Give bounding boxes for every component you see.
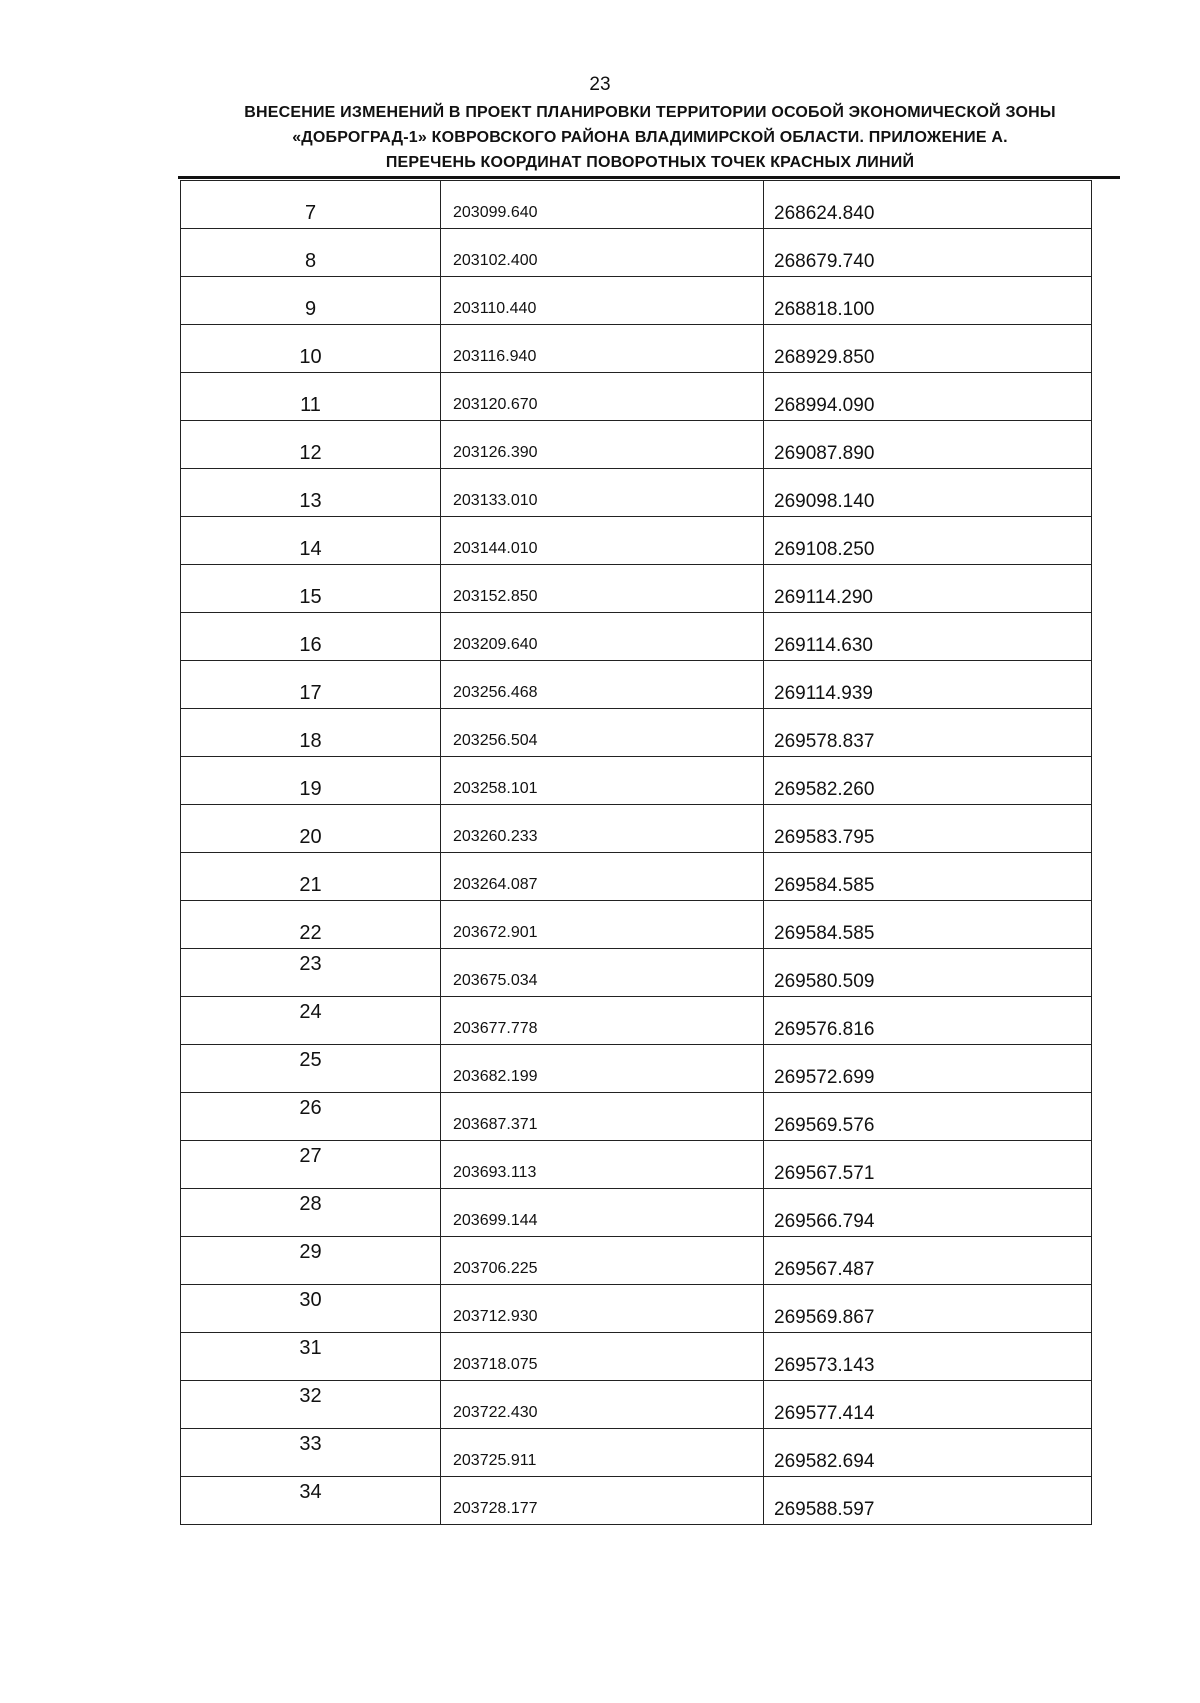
y-coordinate-cell <box>764 469 1092 517</box>
point-number-cell <box>181 1429 441 1477</box>
x-coordinate: 203110.440 <box>453 300 537 317</box>
y-coordinate: 269580.509 <box>774 971 875 992</box>
table-row <box>181 1285 1092 1333</box>
y-coordinate: 269584.585 <box>774 923 875 944</box>
point-number: 24 <box>299 1001 322 1023</box>
x-coordinate-cell <box>441 1381 764 1429</box>
coordinates-table <box>180 180 1092 1525</box>
y-coordinate: 269566.794 <box>774 1211 875 1232</box>
table-row <box>181 757 1092 805</box>
x-coordinate-cell <box>441 1333 764 1381</box>
point-number: 10 <box>299 346 322 368</box>
table-row <box>181 613 1092 661</box>
x-coordinate: 203256.504 <box>453 732 538 749</box>
point-number-cell <box>181 229 441 277</box>
table-row <box>181 1141 1092 1189</box>
point-number: 15 <box>299 586 322 608</box>
y-coordinate-cell <box>764 1141 1092 1189</box>
y-coordinate: 269567.487 <box>774 1259 875 1280</box>
y-coordinate: 269569.867 <box>774 1307 875 1328</box>
point-number-cell <box>181 1045 441 1093</box>
x-coordinate: 203144.010 <box>453 540 538 557</box>
table-row <box>181 997 1092 1045</box>
point-number-cell <box>181 901 441 949</box>
x-coordinate: 203682.199 <box>453 1068 538 1085</box>
point-number-cell <box>181 325 441 373</box>
point-number: 16 <box>299 634 322 656</box>
x-coordinate: 203675.034 <box>453 972 538 989</box>
y-coordinate-cell <box>764 901 1092 949</box>
coordinates-table-body <box>181 181 1092 1525</box>
point-number: 31 <box>299 1337 322 1359</box>
table-row <box>181 805 1092 853</box>
x-coordinate-cell <box>441 1477 764 1525</box>
point-number: 8 <box>304 250 317 272</box>
x-coordinate: 203677.778 <box>453 1020 538 1037</box>
y-coordinate: 269582.694 <box>774 1451 875 1472</box>
x-coordinate-cell <box>441 1189 764 1237</box>
x-coordinate-cell <box>441 757 764 805</box>
table-row <box>181 229 1092 277</box>
y-coordinate: 269114.630 <box>774 635 873 656</box>
y-coordinate: 269569.576 <box>774 1115 875 1136</box>
x-coordinate-cell <box>441 949 764 997</box>
table-row <box>181 1189 1092 1237</box>
point-number-cell <box>181 1285 441 1333</box>
point-number-cell <box>181 1333 441 1381</box>
y-coordinate-cell <box>764 565 1092 613</box>
table-row <box>181 1381 1092 1429</box>
x-coordinate-cell <box>441 997 764 1045</box>
x-coordinate-cell <box>441 1141 764 1189</box>
y-coordinate-cell <box>764 181 1092 229</box>
y-coordinate-cell <box>764 229 1092 277</box>
y-coordinate: 269108.250 <box>774 539 875 560</box>
x-coordinate: 203672.901 <box>453 924 538 941</box>
x-coordinate: 203209.640 <box>453 636 538 653</box>
x-coordinate: 203264.087 <box>453 876 538 893</box>
point-number-cell <box>181 1093 441 1141</box>
y-coordinate: 269578.837 <box>774 731 875 752</box>
x-coordinate-cell <box>441 853 764 901</box>
table-row <box>181 373 1092 421</box>
point-number-cell <box>181 1381 441 1429</box>
point-number-cell <box>181 277 441 325</box>
table-row <box>181 325 1092 373</box>
point-number: 34 <box>299 1481 322 1503</box>
point-number-cell <box>181 757 441 805</box>
y-coordinate-cell <box>764 277 1092 325</box>
point-number: 13 <box>299 490 322 512</box>
point-number-cell <box>181 421 441 469</box>
y-coordinate-cell <box>764 1093 1092 1141</box>
y-coordinate: 269114.939 <box>774 683 873 704</box>
point-number-cell <box>181 853 441 901</box>
y-coordinate-cell <box>764 661 1092 709</box>
table-row <box>181 1333 1092 1381</box>
x-coordinate-cell <box>441 517 764 565</box>
y-coordinate-cell <box>764 1429 1092 1477</box>
point-number-cell <box>181 613 441 661</box>
y-coordinate-cell <box>764 997 1092 1045</box>
point-number-cell <box>181 709 441 757</box>
point-number: 28 <box>299 1193 322 1215</box>
table-row <box>181 949 1092 997</box>
x-coordinate-cell <box>441 613 764 661</box>
x-coordinate-cell <box>441 805 764 853</box>
y-coordinate: 268929.850 <box>774 347 875 368</box>
y-coordinate: 269588.597 <box>774 1499 875 1520</box>
x-coordinate-cell <box>441 469 764 517</box>
y-coordinate-cell <box>764 757 1092 805</box>
x-coordinate: 203099.640 <box>453 204 538 221</box>
point-number: 23 <box>299 953 322 975</box>
point-number: 17 <box>299 682 322 704</box>
point-number: 26 <box>299 1097 322 1119</box>
table-row <box>181 1045 1092 1093</box>
table-row <box>181 469 1092 517</box>
x-coordinate: 203722.430 <box>453 1404 538 1421</box>
point-number: 19 <box>299 778 322 800</box>
x-coordinate: 203687.371 <box>453 1116 538 1133</box>
point-number-cell <box>181 1141 441 1189</box>
point-number: 27 <box>299 1145 322 1167</box>
point-number-cell <box>181 181 441 229</box>
point-number-cell <box>181 949 441 997</box>
table-row <box>181 1429 1092 1477</box>
x-coordinate-cell <box>441 1093 764 1141</box>
y-coordinate-cell <box>764 613 1092 661</box>
y-coordinate: 269584.585 <box>774 875 875 896</box>
y-coordinate-cell <box>764 517 1092 565</box>
y-coordinate-cell <box>764 325 1092 373</box>
y-coordinate-cell <box>764 373 1092 421</box>
x-coordinate: 203102.400 <box>453 252 538 269</box>
point-number-cell <box>181 469 441 517</box>
point-number: 18 <box>299 730 322 752</box>
point-number: 9 <box>304 298 317 320</box>
y-coordinate-cell <box>764 709 1092 757</box>
x-coordinate-cell <box>441 1237 764 1285</box>
x-coordinate: 203693.113 <box>453 1164 537 1181</box>
y-coordinate-cell <box>764 1381 1092 1429</box>
point-number-cell <box>181 805 441 853</box>
y-coordinate-cell <box>764 853 1092 901</box>
x-coordinate: 203718.075 <box>453 1356 538 1373</box>
y-coordinate: 269087.890 <box>774 443 875 464</box>
x-coordinate: 203712.930 <box>453 1308 538 1325</box>
x-coordinate-cell <box>441 325 764 373</box>
point-number-cell <box>181 1477 441 1525</box>
y-coordinate: 268818.100 <box>774 299 875 320</box>
y-coordinate: 268994.090 <box>774 395 875 416</box>
y-coordinate: 269583.795 <box>774 827 875 848</box>
y-coordinate-cell <box>764 949 1092 997</box>
document-title-line-2: «ДОБРОГРАД-1» КОВРОВСКОГО РАЙОНА ВЛАДИМИРСКОЙ ОБЛАСТИ. ПРИЛОЖЕНИЕ А. <box>292 129 1008 146</box>
y-coordinate-cell <box>764 1045 1092 1093</box>
x-coordinate-cell <box>441 229 764 277</box>
table-row <box>181 853 1092 901</box>
y-coordinate: 269567.571 <box>774 1163 875 1184</box>
x-coordinate: 203728.177 <box>453 1500 538 1517</box>
x-coordinate-cell <box>441 565 764 613</box>
table-row <box>181 277 1092 325</box>
page-number: 23 <box>589 74 611 95</box>
y-coordinate: 269572.699 <box>774 1067 875 1088</box>
y-coordinate-cell <box>764 1477 1092 1525</box>
header-divider <box>178 176 1120 179</box>
x-coordinate: 203258.101 <box>453 780 538 797</box>
x-coordinate-cell <box>441 421 764 469</box>
x-coordinate: 203725.911 <box>453 1452 537 1469</box>
point-number: 20 <box>299 826 322 848</box>
x-coordinate: 203126.390 <box>453 444 538 461</box>
x-coordinate-cell <box>441 1045 764 1093</box>
table-row <box>181 181 1092 229</box>
point-number: 7 <box>304 202 317 224</box>
y-coordinate-cell <box>764 805 1092 853</box>
point-number: 22 <box>299 922 322 944</box>
x-coordinate-cell <box>441 661 764 709</box>
point-number: 32 <box>299 1385 322 1407</box>
y-coordinate: 269114.290 <box>774 587 873 608</box>
x-coordinate-cell <box>441 1429 764 1477</box>
point-number-cell <box>181 517 441 565</box>
point-number: 30 <box>299 1289 322 1311</box>
x-coordinate: 203260.233 <box>453 828 538 845</box>
y-coordinate-cell <box>764 1189 1092 1237</box>
document-title-line-1: ВНЕСЕНИЕ ИЗМЕНЕНИЙ В ПРОЕКТ ПЛАНИРОВКИ ТЕРРИТОРИИ ОСОБОЙ ЭКОНОМИЧЕСКОЙ ЗОНЫ <box>244 104 1056 121</box>
y-coordinate: 269576.816 <box>774 1019 875 1040</box>
y-coordinate-cell <box>764 1237 1092 1285</box>
table-row <box>181 421 1092 469</box>
y-coordinate: 269577.414 <box>774 1403 875 1424</box>
x-coordinate-cell <box>441 277 764 325</box>
x-coordinate: 203256.468 <box>453 684 538 701</box>
x-coordinate-cell <box>441 181 764 229</box>
point-number: 21 <box>299 874 322 896</box>
y-coordinate-cell <box>764 1333 1092 1381</box>
table-row <box>181 901 1092 949</box>
x-coordinate: 203706.225 <box>453 1260 538 1277</box>
table-row <box>181 1093 1092 1141</box>
y-coordinate: 269582.260 <box>774 779 875 800</box>
y-coordinate: 268624.840 <box>774 203 875 224</box>
point-number-cell <box>181 997 441 1045</box>
y-coordinate: 269098.140 <box>774 491 875 512</box>
document-title-line-3: ПЕРЕЧЕНЬ КООРДИНАТ ПОВОРОТНЫХ ТОЧЕК КРАСНЫХ ЛИНИЙ <box>385 154 915 171</box>
x-coordinate-cell <box>441 709 764 757</box>
x-coordinate: 203152.850 <box>453 588 538 605</box>
y-coordinate: 269573.143 <box>774 1355 875 1376</box>
point-number-cell <box>181 1189 441 1237</box>
point-number: 25 <box>299 1049 322 1071</box>
table-row <box>181 661 1092 709</box>
y-coordinate-cell <box>764 1285 1092 1333</box>
point-number: 33 <box>299 1433 322 1455</box>
point-number: 14 <box>299 538 322 560</box>
y-coordinate-cell <box>764 421 1092 469</box>
x-coordinate: 203699.144 <box>453 1212 538 1229</box>
table-row <box>181 565 1092 613</box>
table-row <box>181 1237 1092 1285</box>
x-coordinate-cell <box>441 1285 764 1333</box>
table-row <box>181 517 1092 565</box>
point-number-cell <box>181 565 441 613</box>
point-number: 12 <box>299 442 322 464</box>
table-row <box>181 1477 1092 1525</box>
x-coordinate-cell <box>441 373 764 421</box>
x-coordinate: 203133.010 <box>453 492 538 509</box>
point-number: 11 <box>300 394 321 416</box>
point-number-cell <box>181 1237 441 1285</box>
point-number: 29 <box>299 1241 322 1263</box>
table-row <box>181 709 1092 757</box>
point-number-cell <box>181 661 441 709</box>
x-coordinate-cell <box>441 901 764 949</box>
x-coordinate: 203116.940 <box>453 348 537 365</box>
y-coordinate: 268679.740 <box>774 251 875 272</box>
x-coordinate: 203120.670 <box>453 396 538 413</box>
point-number-cell <box>181 373 441 421</box>
